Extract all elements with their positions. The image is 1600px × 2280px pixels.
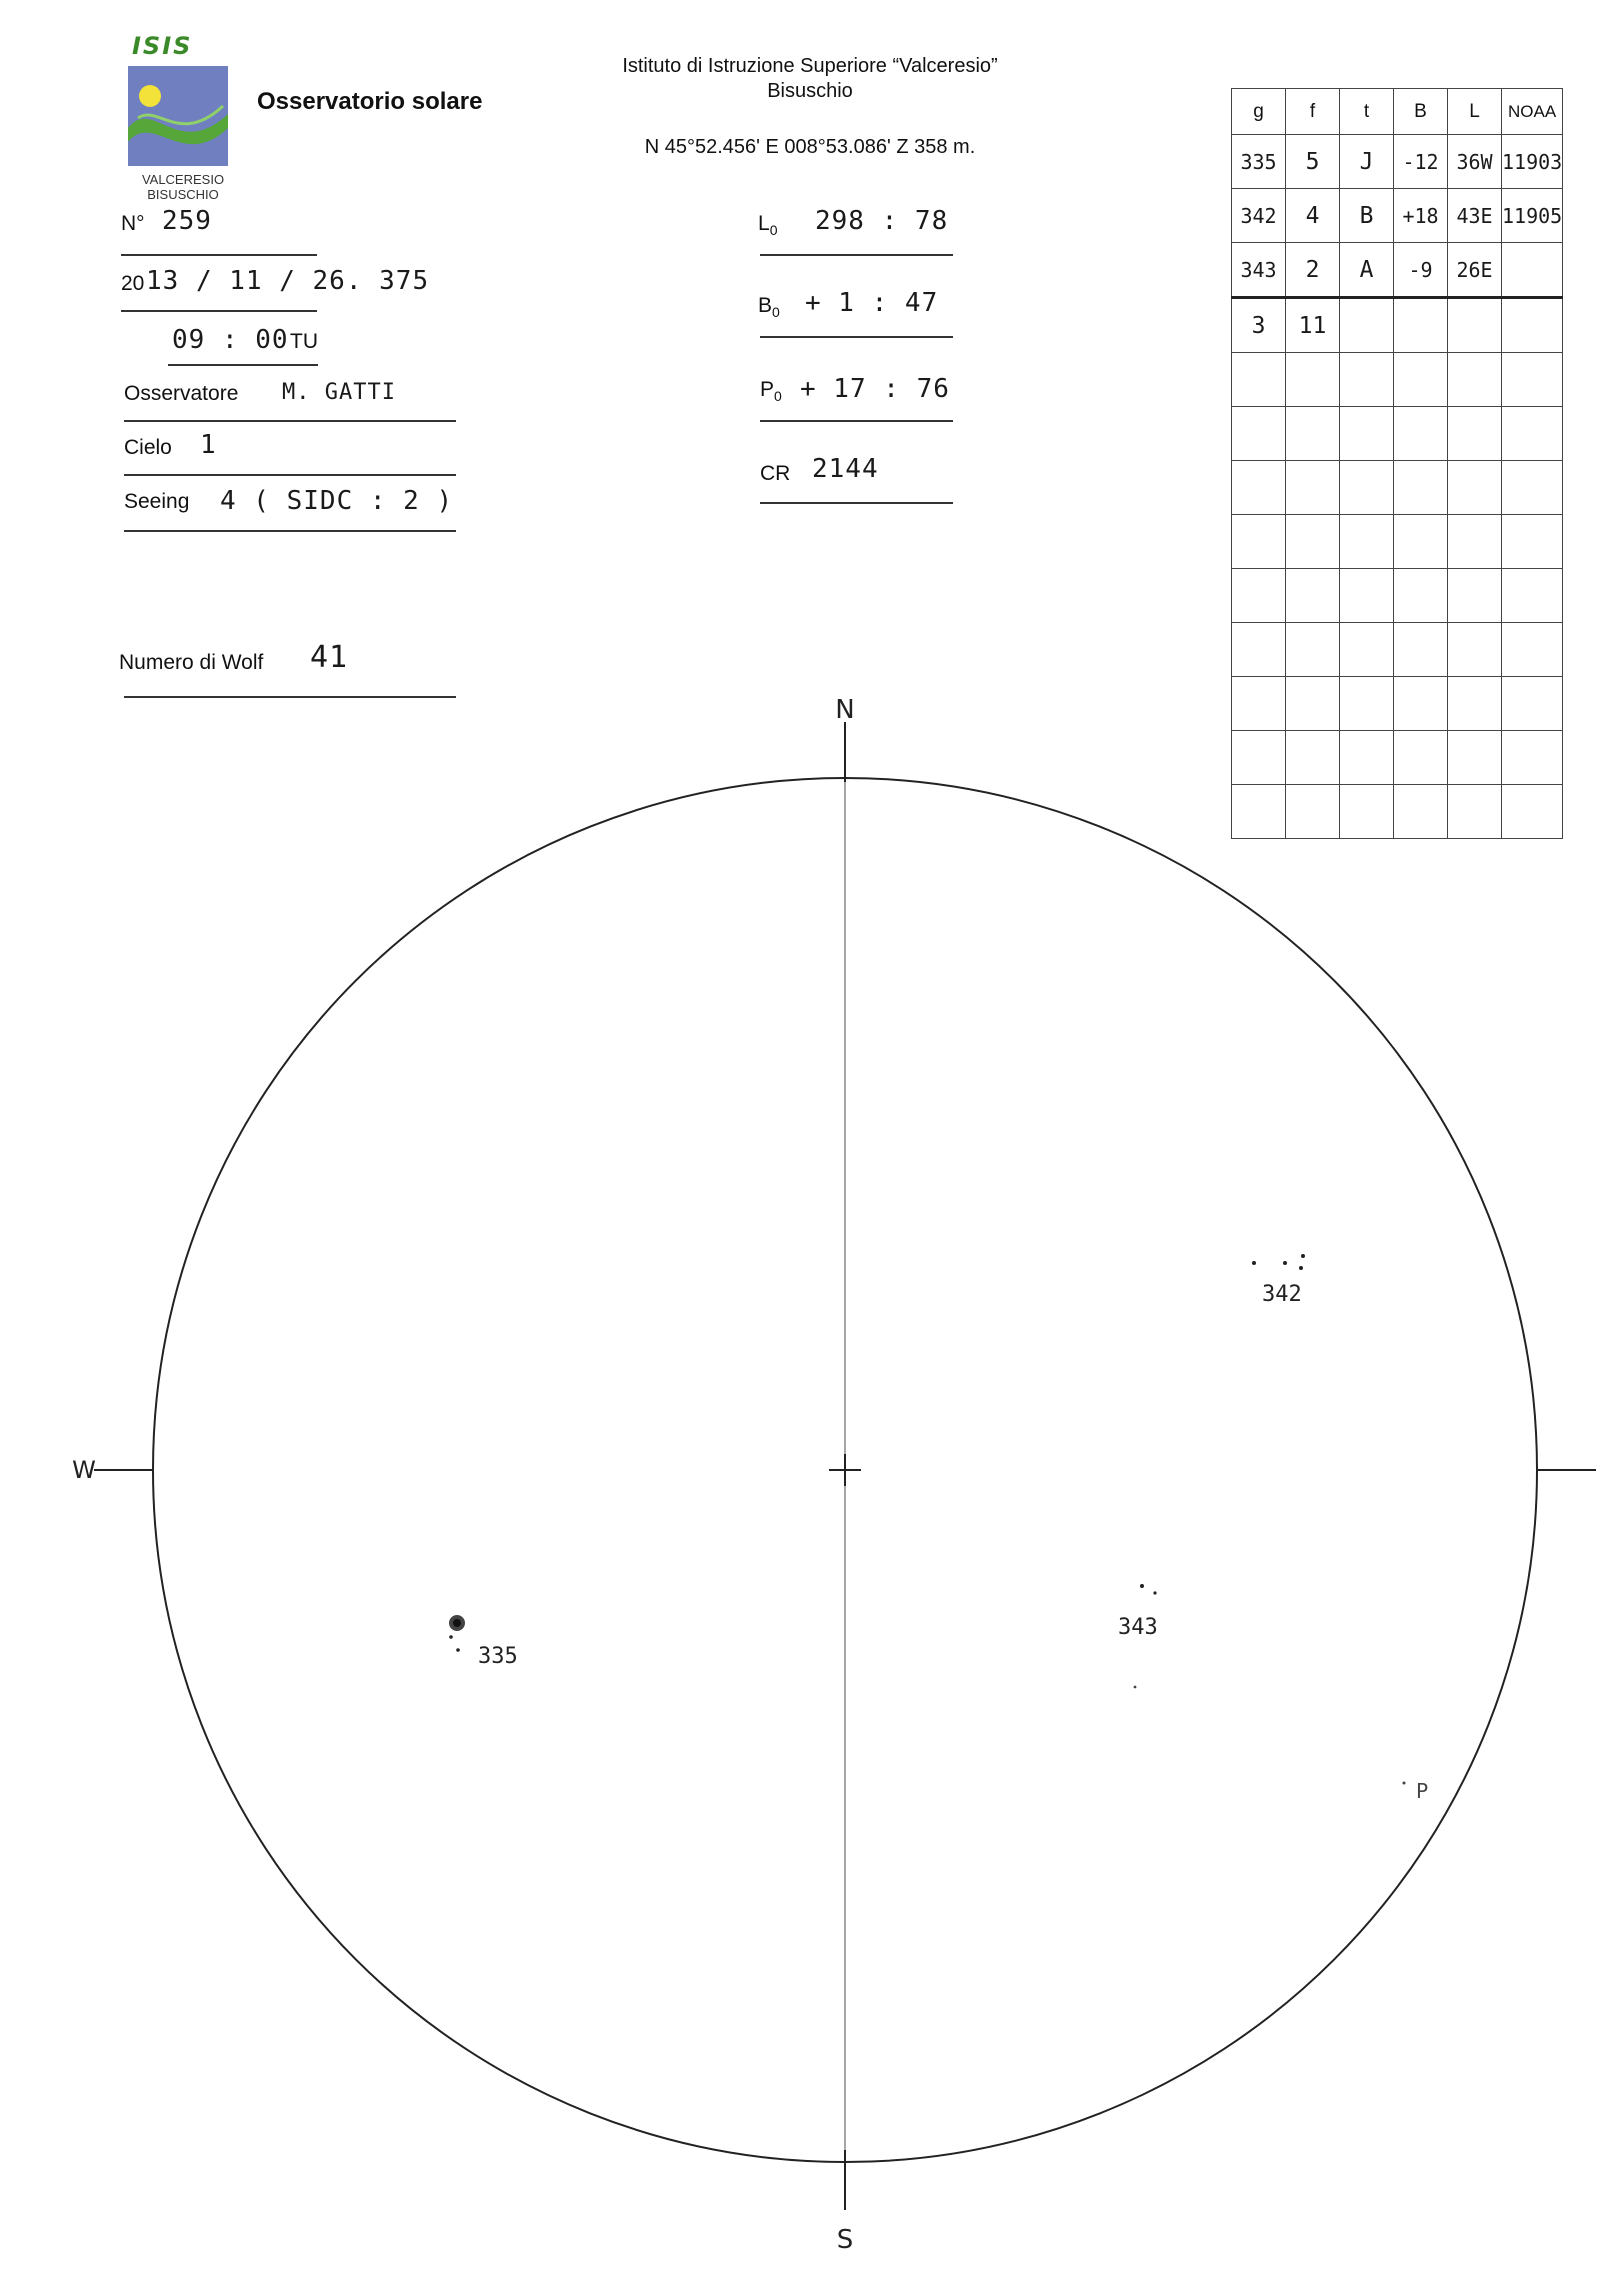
header-b: B bbox=[1394, 89, 1448, 135]
cell-g: 343 bbox=[1232, 243, 1286, 298]
cr-label: CR bbox=[760, 462, 791, 485]
logo-wordmark: ISIS bbox=[132, 32, 193, 60]
observer-value: M. GATTI bbox=[282, 380, 396, 405]
institute-city: Bisuschio bbox=[767, 80, 853, 102]
cell-l: 43E bbox=[1448, 189, 1502, 243]
institute-name: Istituto di Istruzione Superiore “Valceresio” bbox=[622, 55, 998, 77]
cell-f: 5 bbox=[1286, 135, 1340, 189]
number-label: N° bbox=[121, 212, 145, 235]
north-label: N bbox=[835, 695, 855, 725]
cell-b: +18 bbox=[1394, 189, 1448, 243]
l0-value: 298 : 78 bbox=[815, 206, 949, 236]
sunspot-group-343 bbox=[1118, 1584, 1158, 1688]
group-342-label: 342 bbox=[1262, 1282, 1302, 1307]
sunspot-335-dot bbox=[449, 1635, 453, 1639]
date-value: 13 / 11 / 26. 375 bbox=[146, 266, 430, 296]
p-mark-dot bbox=[1403, 1782, 1406, 1785]
seeing-value: 4 ( SIDC : 2 ) bbox=[220, 486, 454, 516]
header-t: t bbox=[1340, 89, 1394, 135]
cell-l: 26E bbox=[1448, 243, 1502, 298]
cr-value: 2144 bbox=[812, 454, 879, 484]
group-335-label: 335 bbox=[478, 1644, 518, 1669]
p0-value: + 17 : 76 bbox=[800, 374, 950, 404]
south-label: S bbox=[836, 2225, 854, 2255]
cell-l: 36W bbox=[1448, 135, 1502, 189]
seeing-label: Seeing bbox=[124, 490, 190, 513]
cell-t: J bbox=[1340, 135, 1394, 189]
total-groups: 3 bbox=[1232, 298, 1286, 353]
logo-subtitle-2: BISUSCHIO bbox=[147, 187, 219, 202]
l0-label: $L_0$ bbox=[758, 212, 778, 239]
cell-f: 2 bbox=[1286, 243, 1340, 298]
wolf-label: Numero di Wolf bbox=[119, 651, 264, 674]
cell-f: 4 bbox=[1286, 189, 1340, 243]
cell-t: A bbox=[1340, 243, 1394, 298]
sunspot-342-dot bbox=[1299, 1266, 1303, 1270]
cell-b: -9 bbox=[1394, 243, 1448, 298]
date-prefix: 20 bbox=[121, 272, 145, 295]
header-l: L bbox=[1448, 89, 1502, 135]
sky-label: Cielo bbox=[124, 436, 172, 459]
cell-noaa: 11905 bbox=[1502, 189, 1563, 243]
time-unit: TU bbox=[290, 330, 318, 353]
observatory-title: Osservatorio solare bbox=[257, 88, 483, 115]
sunspot-342-dot bbox=[1283, 1261, 1287, 1265]
west-label: W bbox=[72, 1456, 96, 1484]
p0-subscript: 0 bbox=[774, 388, 782, 405]
cell-t: B bbox=[1340, 189, 1394, 243]
cell-g: 335 bbox=[1232, 135, 1286, 189]
header-g: g bbox=[1232, 89, 1286, 135]
sunspot-343-dot bbox=[1134, 1686, 1137, 1689]
time-value: 09 : 00 bbox=[172, 325, 289, 355]
sunspot-group-335 bbox=[449, 1615, 518, 1669]
observer-label: Osservatore bbox=[124, 382, 239, 405]
wolf-value: 41 bbox=[310, 640, 349, 675]
cell-noaa: 11903 bbox=[1502, 135, 1563, 189]
b0-label: $B_0$ bbox=[758, 294, 780, 321]
b0-subscript: 0 bbox=[772, 304, 780, 321]
sunspot-342-dot bbox=[1301, 1254, 1305, 1258]
b0-value: + 1 : 47 bbox=[805, 288, 939, 318]
logo-subtitle-1: VALCERESIO bbox=[141, 172, 225, 187]
sunspot-342-dot bbox=[1252, 1261, 1256, 1265]
cell-g: 342 bbox=[1232, 189, 1286, 243]
header-f: f bbox=[1286, 89, 1340, 135]
sunspot-335-umbra bbox=[453, 1619, 461, 1627]
cell-b: -12 bbox=[1394, 135, 1448, 189]
sky-value: 1 bbox=[200, 430, 217, 460]
sunspot-group-342 bbox=[1252, 1254, 1305, 1307]
p0-label: $P_0$ bbox=[760, 378, 782, 405]
l0-subscript: 0 bbox=[769, 222, 778, 239]
group-343-label: 343 bbox=[1118, 1615, 1158, 1640]
sunspot-335-dot bbox=[456, 1648, 460, 1652]
observatory-coordinates: N 45°52.456' E 008°53.086' Z 358 m. bbox=[644, 136, 976, 158]
number-value: 259 bbox=[162, 206, 212, 236]
header-noaa: NOAA bbox=[1502, 89, 1563, 135]
total-spots: 11 bbox=[1286, 298, 1340, 353]
sunspot-343-dot bbox=[1153, 1591, 1156, 1594]
sunspot-343-dot bbox=[1140, 1584, 1144, 1588]
p-mark-label: P bbox=[1416, 1779, 1429, 1803]
